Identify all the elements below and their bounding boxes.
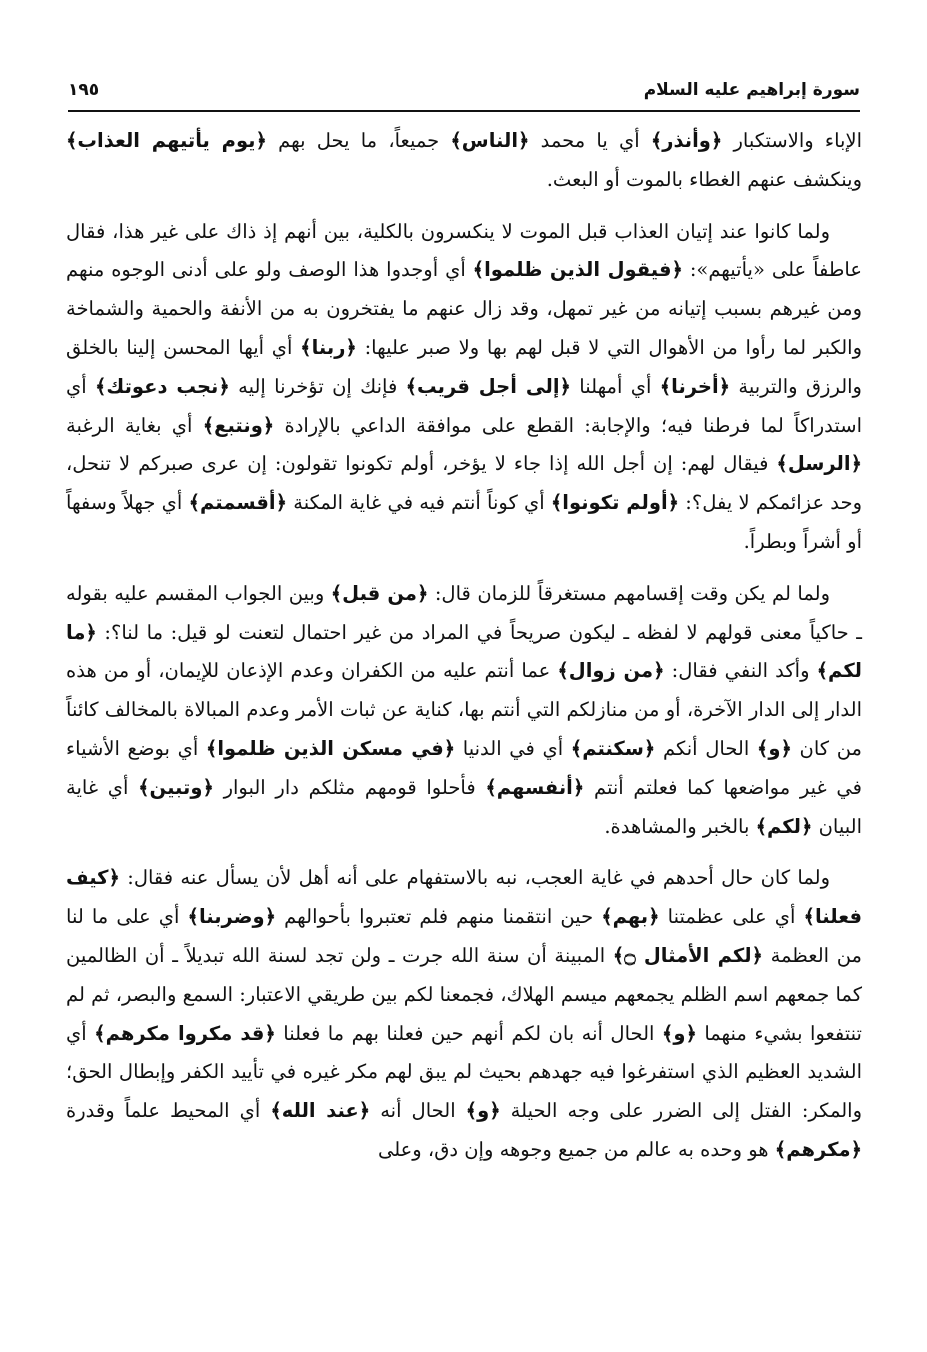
commentary-text: عما أنتم عليه من الكفران وعدم الإذعان للإيمان، أو من هذه الدار إلى الدار الآخرة، أو من منازلكم التي أنتم بها، كناية عن ثبات الأمر وعدم المبالاة بالمخالف كائناً من كان [66, 659, 862, 760]
running-header [68, 66, 860, 100]
commentary-text: أي استدراكاً لما فرطنا فيه؛ والإجابة: القطع على موافقة الداعي بالإرادة [66, 374, 862, 437]
commentary-text: الحال أنه بان لكم أنهم حين فعلنا بهم ما فعلنا [275, 1021, 662, 1045]
body-text [66, 122, 862, 1183]
commentary-text: أي المحيط علماً وقدرة [66, 1099, 271, 1123]
commentary-text: أي على عظمتنا [659, 905, 804, 929]
quran-quote: ﴿مكرهم﴾ [774, 1137, 862, 1161]
commentary-text: أي أيها المحسن إلينا بالخلق والرزق والتربية [66, 335, 862, 398]
commentary-text: الحال أنكم [655, 736, 757, 760]
commentary-text: حين انتقمنا منهم فلم تعتبروا بأحوالهم [276, 905, 602, 929]
commentary-text: أي أوجدوا هذا الوصف ولو على أدنى الوجوه منهم ومن غيرهم بسبب إتيانه من غير تمهل، وقد زال عنهم ما يفتخرون به من الأنفة والحمية والشماخة والكبر لما رأوا من الأهوال التي لا قبل لهم بها ولا صبر عليها: [66, 258, 862, 359]
commentary-text: أي بوضع الأشياء في غير مواضعها كما فعلتم أنتم [66, 736, 862, 799]
quran-quote: ﴿أولم تكونوا﴾ [550, 491, 680, 515]
commentary-text: أي جهلاً وسفهاً أو أشراً وبطراً. [66, 491, 862, 553]
quran-quote: ﴿بهم﴾ [601, 905, 660, 929]
quran-quote: ﴿و﴾ [465, 1099, 501, 1123]
chapter-title: سورة إبراهيم عليه السلام [643, 80, 860, 100]
quran-quote: ﴿عند الله﴾ [270, 1099, 371, 1123]
commentary-text: أي الشديد العظيم الذي استفرغوا فيه جهدهم بحيث لم يبق لهم مكر غيره في تأييد الكفر وإبطال الحق؛ والمكر: الفتل إلى الضرر على وجه الحيلة [66, 1021, 862, 1123]
commentary-text: هو وحده به عالم من جميع وجوهه وإن دق، وعلى [377, 1137, 775, 1161]
commentary-text: فإنك إن تؤخرنا إليه [229, 374, 406, 398]
commentary-text: أي غاية البيان [66, 775, 862, 838]
commentary-text: الحال أنه [370, 1099, 466, 1123]
quran-quote: ﴿من قبل﴾ [330, 581, 429, 605]
quran-quote: ﴿أنفسهم﴾ [485, 775, 585, 799]
header-divider [68, 110, 860, 112]
paragraph [66, 213, 862, 562]
commentary-text: أي على ما لنا من العظمة [66, 905, 862, 967]
commentary-text: ولما كان حال أحدهم في غاية العجب، نبه بالاستفهام على أنه أهل لأن يسأل عنه فقال: [119, 866, 830, 890]
quran-quote: ﴿نجب دعوتك﴾ [95, 374, 230, 398]
paragraph [66, 859, 862, 1169]
quran-quote: ﴿ما لكم﴾ [66, 620, 863, 683]
quran-quote: ﴿لكم﴾ [755, 814, 813, 838]
commentary-text: أي يا محمد [529, 129, 651, 152]
quran-quote: ﴿و﴾ [756, 736, 792, 760]
commentary-text: وينكشف عنهم الغطاء بالموت أو البعث. [546, 167, 862, 191]
commentary-text: وأكد النفي فقال: [664, 659, 817, 683]
quran-quote: ﴿سكنتم﴾ [570, 736, 656, 760]
commentary-text: أي بغاية الرغبة [66, 413, 203, 437]
quran-quote: ﴿الناس﴾ [450, 129, 530, 152]
quran-quote: ﴿ونتبع﴾ [202, 413, 275, 437]
commentary-text: المبينة أن سنة الله جرت ـ ولن تجد لسنة الله تبديلاً ـ أن الظالمين كما جمعهم اسم الظلم يجمعهم ميسم الهلاك، فجمعنا لكم بين طريقي الاعتبار: السمع والبصر، ثم لم تنتفعوا بشيء منهما [66, 943, 862, 1045]
commentary-text: جميعاً، ما يحل بهم [266, 129, 451, 152]
quran-quote: ﴿فيقول الذين ظلموا﴾ [472, 258, 683, 282]
quran-quote: ﴿في مسكن الذين ظلموا﴾ [205, 736, 456, 760]
paragraph [66, 122, 862, 200]
commentary-text: فأحلوا قومهم مثلكم دار البوار [213, 775, 486, 799]
quran-quote: ﴿وتبين﴾ [138, 775, 214, 799]
quran-quote: ﴿كيف فعلنا﴾ [66, 866, 862, 929]
paragraph [66, 575, 862, 847]
commentary-text: أي في الدنيا [455, 736, 571, 760]
quran-quote: ﴿وأنذر﴾ [650, 129, 723, 152]
quran-quote: ﴿من زوال﴾ [557, 659, 665, 683]
commentary-text: فيقال لهم: إن أجل الله إذا جاء لا يؤخر، أولم تكونوا تقولون: إن عرى صبركم لا تنحل، وحد عزائمكم لا يفل؟: [66, 452, 862, 515]
quran-quote: ﴿الرسل﴾ [776, 452, 862, 476]
quran-quote: ﴿لكم الأمثال ۝﴾ [612, 943, 763, 967]
quran-quote: ﴿وضربنا﴾ [187, 905, 277, 929]
quran-quote: ﴿أخرنا﴾ [659, 374, 731, 398]
commentary-text: أي كوناً أنتم فيه في غاية المكنة [287, 491, 551, 515]
quran-quote: ﴿ربنا﴾ [300, 335, 357, 359]
quran-quote: ﴿إلى أجل قريب﴾ [405, 374, 571, 398]
quran-quote: ﴿و﴾ [661, 1021, 697, 1045]
commentary-text: أي أمهلنا [570, 374, 660, 398]
commentary-text: الإباء والاستكبار [722, 129, 862, 152]
quran-quote: ﴿يوم يأتيهم العذاب﴾ [66, 129, 267, 152]
commentary-text: بالخبر والمشاهدة. [604, 814, 756, 838]
commentary-text: وبين الجواب المقسم عليه بقوله ـ حاكياً معنى قولهم لا لفظه ـ ليكون صريحاً في المراد من غير احتمال لتعنت لو قيل: ما لنا؟: [66, 581, 862, 644]
page-number: ١٩٥ [68, 80, 100, 100]
commentary-text: ولما لم يكن وقت إقسامهم مستغرقاً للزمان قال: [428, 581, 831, 605]
quran-quote: ﴿أقسمتم﴾ [188, 491, 288, 515]
commentary-text: ولما كانوا عند إتيان العذاب قبل الموت لا ينكسرون بالكلية، بين أنهم إذ ذاك على غير هذا، فقال عاطفاً على «يأتيهم»: [66, 219, 862, 282]
quran-quote: ﴿قد مكروا مكرهم﴾ [94, 1021, 276, 1045]
